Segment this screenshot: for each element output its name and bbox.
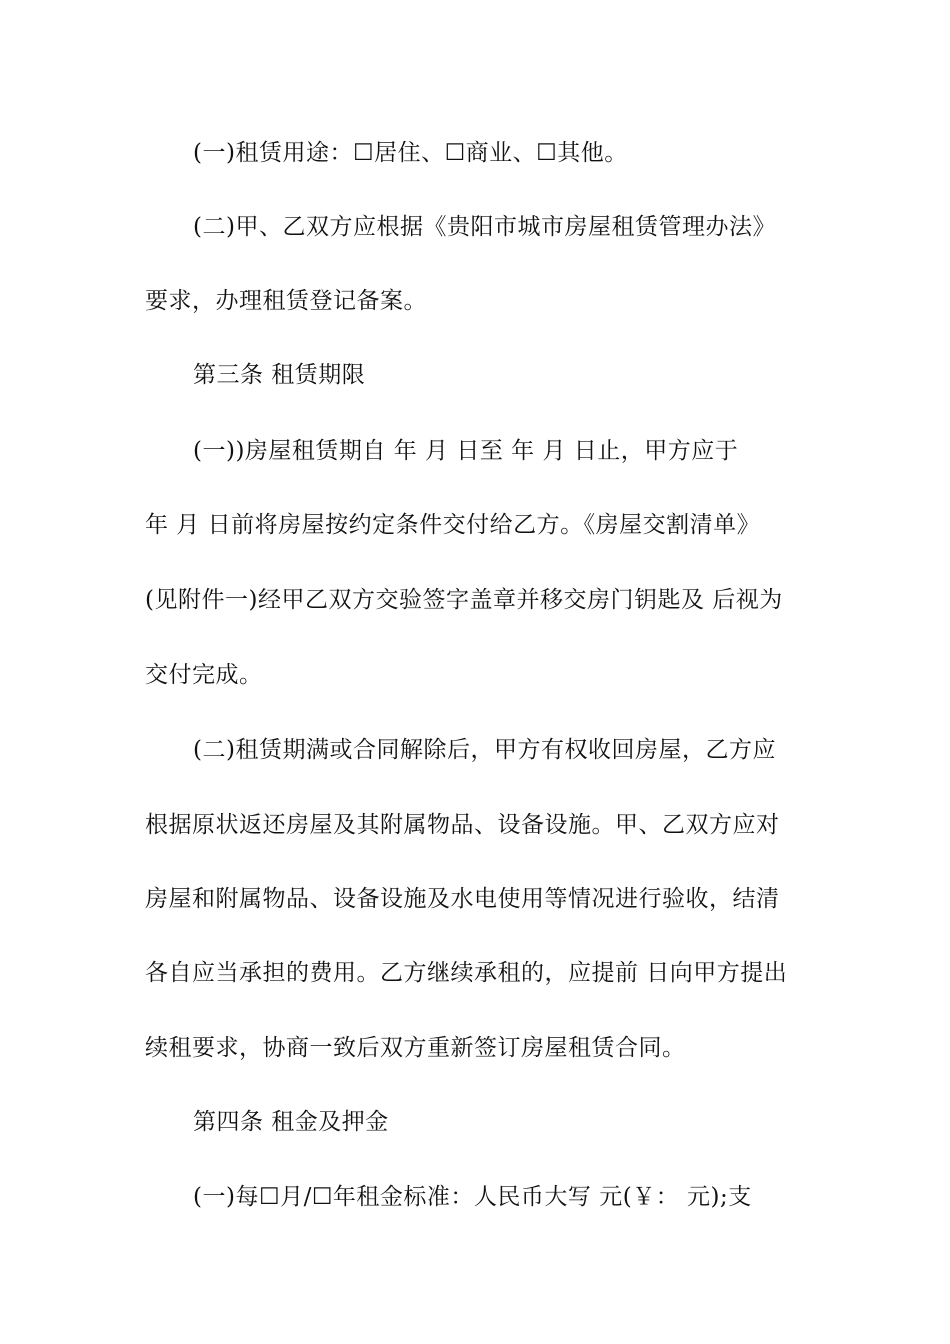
clause-lease-term: (一))房屋租赁期自 年 月 日至 年 月 日止，甲方应于 bbox=[193, 438, 739, 464]
clause-lease-term-cont-2: (见附件一)经甲乙双方交验签字盖章并移交房门钥匙及 后视为 bbox=[145, 587, 783, 613]
article-four-heading: 第四条 租金及押金 bbox=[193, 1109, 389, 1135]
clause-registration-cont: 要求，办理租赁登记备案。 bbox=[145, 288, 427, 314]
clause-lease-expiry: (二)租赁期满或合同解除后，甲方有权收回房屋，乙方应 bbox=[193, 737, 776, 763]
clause-lease-expiry-cont-2: 房屋和附属物品、设备设施及水电使用等情况进行验收，结清 bbox=[145, 886, 780, 912]
clause-lease-expiry-cont-3: 各自应当承担的费用。乙方继续承租的，应提前 日向甲方提出 bbox=[145, 960, 788, 986]
clause-registration: (二)甲、乙双方应根据《贵阳市城市房屋租赁管理办法》 bbox=[193, 214, 776, 240]
clause-lease-term-cont-3: 交付完成。 bbox=[145, 662, 263, 688]
clause-purpose: (一)租赁用途：☐居住、☐商业、☐其他。 bbox=[193, 140, 628, 166]
clause-lease-expiry-cont-4: 续租要求，协商一致后双方重新签订房屋租赁合同。 bbox=[145, 1035, 686, 1061]
clause-lease-term-cont-1: 年 月 日前将房屋按约定条件交付给乙方。《房屋交割清单》 bbox=[145, 512, 761, 538]
article-three-heading: 第三条 租赁期限 bbox=[193, 362, 366, 388]
clause-rent-standard: (一)每☐月/☐年租金标准：人民币大写 元(￥： 元);支 bbox=[193, 1184, 752, 1210]
clause-lease-expiry-cont-1: 根据原状返还房屋及其附属物品、设备设施。甲、乙双方应对 bbox=[145, 812, 780, 838]
